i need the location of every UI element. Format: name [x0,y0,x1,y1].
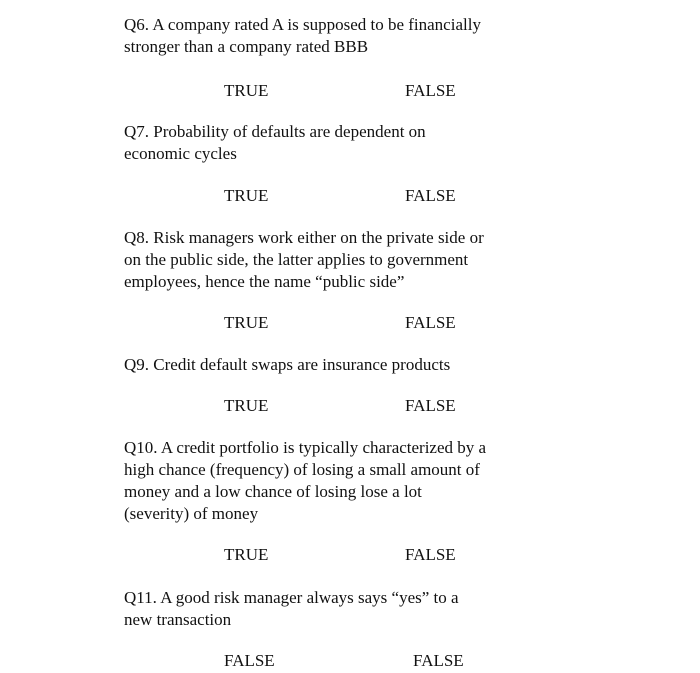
question-q8: Q8. Risk managers work either on the private side or on the public side, the latter applies to government employees, hence the name “public side” [124,228,484,291]
choice-true-q6: TRUE [224,81,269,100]
choice-false-q9: FALSE [405,396,456,415]
choice-true-q7: TRUE [224,186,269,205]
question-q11: Q11. A good risk manager always says “yes” to a new transaction [124,588,459,629]
choice-true-q10: TRUE [224,545,269,564]
choice-first-q11: FALSE [224,651,275,670]
choice-true-q8: TRUE [224,313,269,332]
choice-second-q11: FALSE [413,651,464,670]
question-q6: Q6. A company rated A is supposed to be financially stronger than a company rated BBB [124,15,481,56]
choice-true-q9: TRUE [224,396,269,415]
question-q7: Q7. Probability of defaults are dependent on economic cycles [124,122,426,163]
choice-false-q6: FALSE [405,81,456,100]
choice-false-q7: FALSE [405,186,456,205]
question-q9: Q9. Credit default swaps are insurance products [124,355,451,374]
choice-false-q8: FALSE [405,313,456,332]
question-q10: Q10. A credit portfolio is typically characterized by a high chance (frequency) of losing a small amount of money and a low chance of losing lose a lot (severity) of money [124,438,487,523]
choice-false-q10: FALSE [405,545,456,564]
